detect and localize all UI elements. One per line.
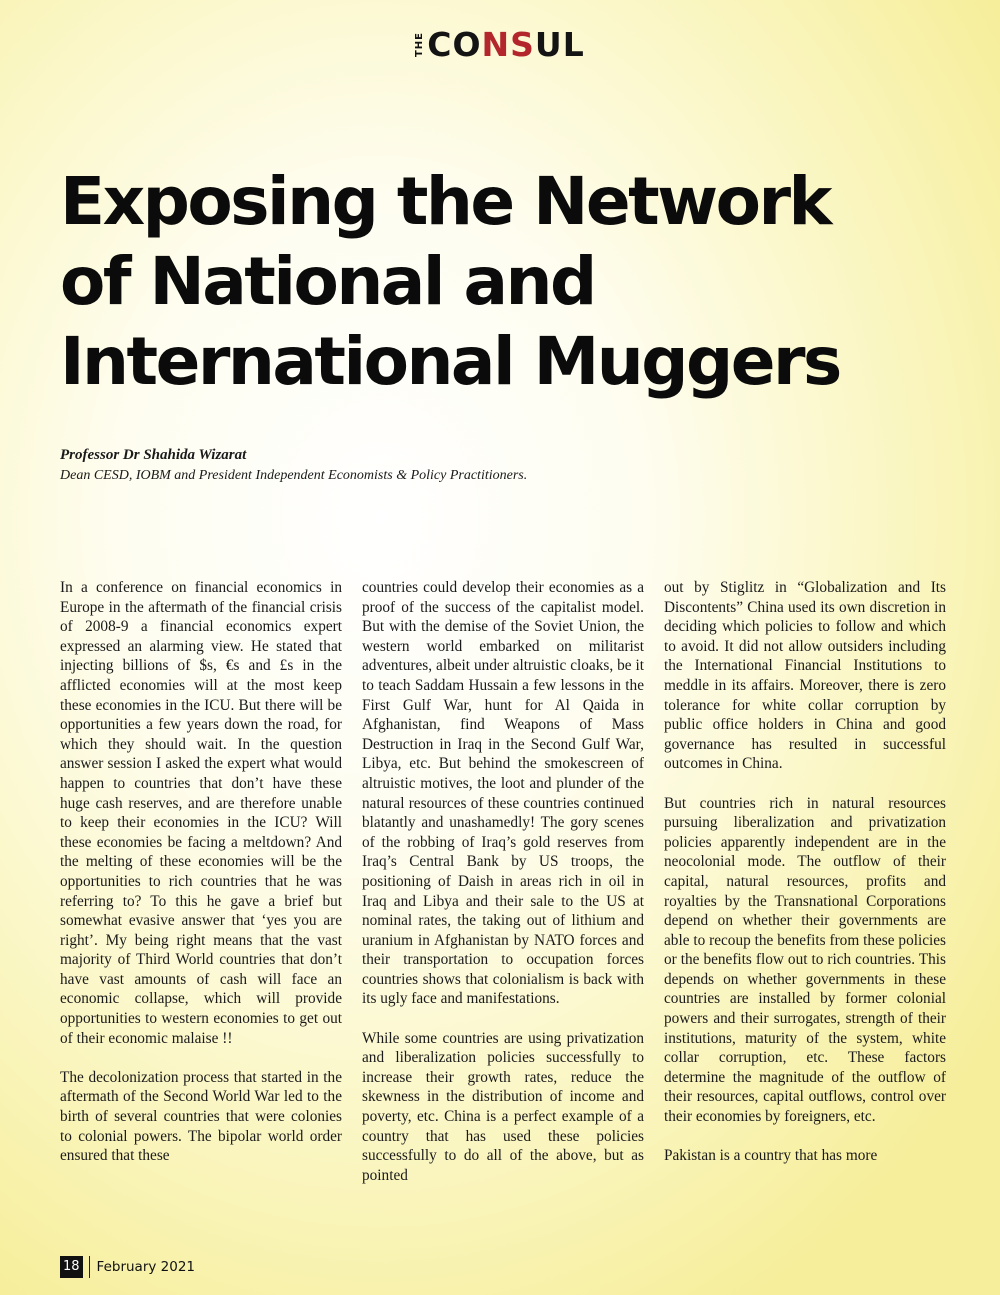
article-body — [60, 578, 946, 1228]
author-name: Professor Dr Shahida Wizarat — [60, 447, 247, 463]
paragraph: But countries rich in natural resources pursuing liberalization and privatization policies apparently independent are in the neocolonial mode. The outflow of their capital, natural resources, profits and royalties by the Transnational Corporations depend on whether their governments are able to recoup the benefits from these policies or the benefits flow out to rich countries. This depends on whether governments in these countries are installed by former colonial powers and their surrogates, strength of their institutions, maturity of the system, white collar corruption, etc. These factors determine the magnitude of the outflow of their resources, capital outflows, control over their economies by foreigners, etc. — [664, 794, 946, 1126]
article-title — [60, 162, 840, 402]
page-number: 18 — [60, 1256, 83, 1278]
logo-wordmark: CONSUL — [427, 25, 585, 64]
text-column-3 — [664, 578, 946, 1166]
text-column-2 — [362, 578, 644, 1185]
paragraph: The decolonization process that started in the aftermath of the Second World War led to the birth of several countries that were colonies to colonial powers. The bipolar world order ensured that these — [60, 1068, 342, 1165]
text-column-1 — [60, 578, 342, 1166]
page-footer — [60, 1256, 195, 1278]
title-line: International Muggers — [60, 323, 840, 400]
title-line: Exposing the Network — [60, 163, 830, 240]
byline — [60, 447, 760, 484]
paragraph: countries could develop their economies as a proof of the success of the capitalist model. But with the demise of the Soviet Union, the western world embarked on militarist adventures, albeit under altruistic cloaks, be it to teach Saddam Hussain a few lessons in the First Gulf War, hunt for Al Qaida in Afghanistan, find Weapons of Mass Destruction in Iraq in the Second Gulf War, Libya, etc. But behind the smokescreen of altruistic motives, the loot and plunder of the natural resources of these countries continued blatantly and unashamedly! The gory scenes of the robbing of Iraq’s gold reserves from Iraq’s Central Bank by US troops, the positioning of Daish in areas rich in oil in Iraq and Libya and their sale to the US at nominal rates, the taking out of lithium and uranium in Afghanistan by NATO forces and their transportation to occupation forces countries shows that colonialism is back with its ugly face and manifestations. — [362, 579, 644, 1008]
title-line: of National and — [60, 243, 595, 320]
logo — [414, 25, 585, 64]
paragraph: While some countries are using privatization and liberalization policies successfully to increase their growth rates, reduce the skewness in the distribution of income and poverty, etc. China is a perfect example of a country that has used these policies successfully to do all of the above, but as pointed — [362, 1029, 644, 1184]
author-affiliation: Dean CESD, IOBM and President Independent Economists & Policy Practitioners. — [60, 468, 528, 483]
logo-prefix: THE — [414, 31, 426, 58]
masthead — [0, 25, 1000, 64]
paragraph: out by Stiglitz in “Globalization and Its Discontents” China used its own discretion in deciding which policies to follow and which to avoid. It did not allow outsiders including the International Financial Institutions to meddle in its affairs. Moreover, there is zero tolerance for white collar corruption by public office holders in China and good governance has resulted in successful outcomes in China. — [664, 579, 946, 773]
issue-date: February 2021 — [96, 1259, 196, 1275]
paragraph: In a conference on financial economics in Europe in the aftermath of the financial crisis of 2008-9 a financial economics expert expressed an alarming view. He stated that injecting billions of $s, €s and £s in the afflicted economies will at the most keep these economies in the ICU. But there will be opportunities a few years down the road, for which they should wait. In the question answer session I asked the expert what would happen to countries that don’t have these huge cash reserves, and are therefore unable to keep their economies in the ICU? Will these economies be facing a meltdown? And the melting of these economies will be the opportunities to rich countries that he was referring to? To this he gave a brief but somewhat evasive answer that ‘yes you are right’. My being right means that the vast majority of Third World countries that don’t have vast amounts of cash will face an economic collapse, which will provide opportunities to western economies to get out of their economic malaise !! — [60, 579, 342, 1047]
footer-divider — [89, 1256, 90, 1278]
paragraph: Pakistan is a country that has more — [664, 1147, 878, 1165]
